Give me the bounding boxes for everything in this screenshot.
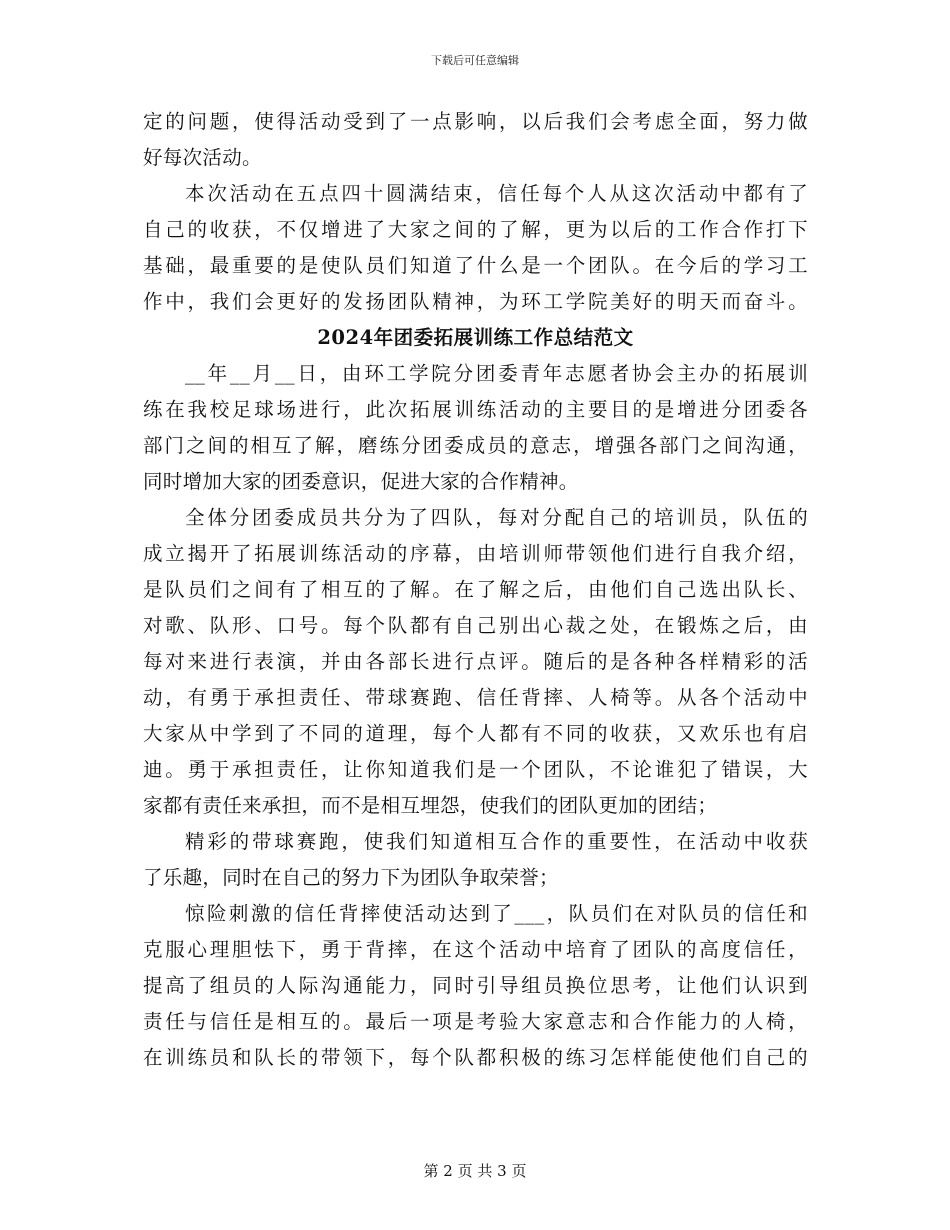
page-number-footer: 第 2 页 共 3 页 [423,1162,527,1180]
text-line: 动，有勇于承担责任、带球赛跑、信任背摔、人椅等。从各个活动中 [143,686,808,709]
paragraph [143,824,808,896]
text-line: 惊险刺激的信任背摔使活动达到了___，队员们在对队员的信任和 [185,902,808,925]
text-line: 成立揭开了拓展训练活动的序幕，由培训师带领他们进行自我介绍， [143,542,808,565]
text-line: 对歌、队形、口号。每个队都有自己别出心裁之处，在锻炼之后，由 [143,614,808,637]
text-line: 迪。勇于承担责任，让你知道我们是一个团队，不论谁犯了错误，大 [143,758,808,781]
text-line: 同时增加大家的团委意识，促进大家的合作精神。 [143,470,579,493]
text-line: 是队员们之间有了相互的了解。在了解之后，由他们自己选出队长、 [143,578,808,601]
text-line: 定的问题，使得活动受到了一点影响，以后我们会考虑全面，努力做 [143,110,808,133]
text-line: 部门之间的相互了解，磨练分团委成员的意志，增强各部门之间沟通， [143,434,808,457]
text-line: 全体分团委成员共分为了四队，每对分配自己的培训员，队伍的 [185,506,808,529]
text-line: 克服心理胆怯下，勇于背摔，在这个活动中培育了团队的高度信任， [143,938,808,961]
text-line: 提高了组员的人际沟通能力，同时引导组员换位思考，让他们认识到 [143,974,808,997]
paragraph [143,500,808,824]
paragraph [143,356,808,500]
header-note: 下载后可任意编辑 [431,54,519,67]
text-line: 本次活动在五点四十圆满结束，信任每个人从这次活动中都有了 [185,182,808,205]
text-line: 自己的收获，不仅增进了大家之间的了解，更为以后的工作合作打下 [143,218,808,241]
text-line: 作中，我们会更好的发扬团队精神，为环工学院美好的明天而奋斗。 [143,290,808,313]
text-line: 了乐趣，同时在自己的努力下为团队争取荣誉； [143,866,559,889]
paragraph [143,176,808,320]
text-line: 基础，最重要的是使队员们知道了什么是一个团队。在今后的学习工 [143,254,808,277]
text-line: __年__月__日，由环工学院分团委青年志愿者协会主办的拓展训 [185,362,808,385]
text-line: 好每次活动。 [143,146,262,169]
text-line: 家都有责任来承担，而不是相互埋怨，使我们的团队更加的团结； [143,794,718,817]
document-body [143,104,808,1076]
paragraph [143,104,808,176]
section-title: 2024年团委拓展训练工作总结范文 [317,326,634,349]
paragraph [143,896,808,1076]
text-line: 练在我校足球场进行，此次拓展训练活动的主要目的是增进分团委各 [143,398,808,421]
text-line: 精彩的带球赛跑，使我们知道相互合作的重要性，在活动中收获 [185,830,808,853]
text-line: 责任与信任是相互的。最后一项是考验大家意志和合作能力的人椅， [143,1010,808,1033]
text-line: 每对来进行表演，并由各部长进行点评。随后的是各种各样精彩的活 [143,650,808,673]
text-line: 在训练员和队长的带领下，每个队都积极的练习怎样能使他们自己的 [143,1046,808,1069]
text-line: 大家从中学到了不同的道理，每个人都有不同的收获，又欢乐也有启 [143,722,808,745]
